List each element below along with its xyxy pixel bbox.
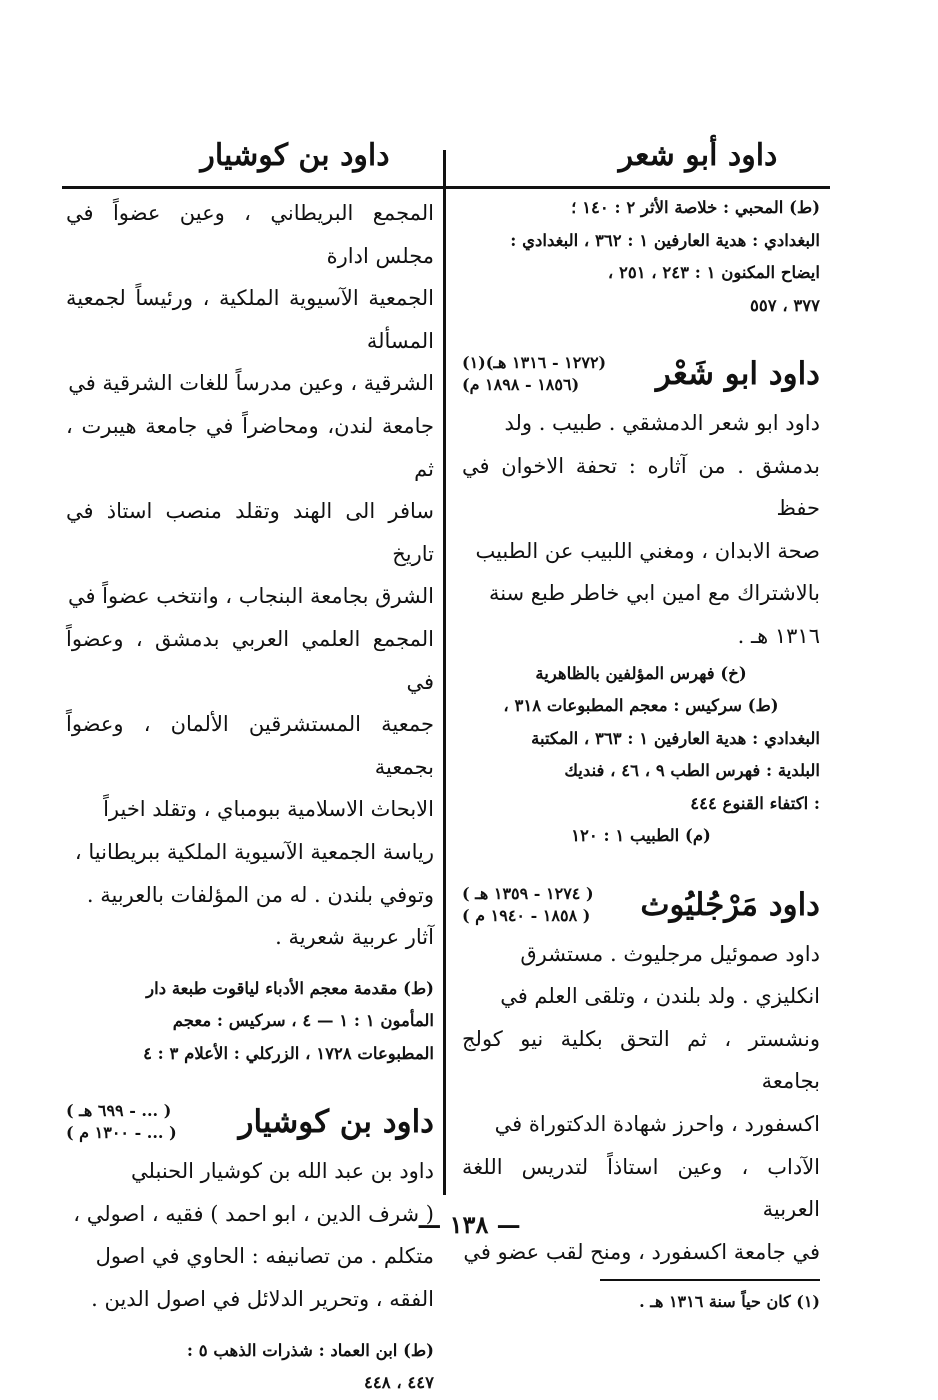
entry-body-line: بدمشق . من آثاره : تحفة الاخوان في حفظ [462,453,820,521]
hijri-dates: ( ١٢٧٤ - ١٣٥٩ هـ ) [462,883,594,903]
reference-line: البغدادي : هدية العارفين ١ : ٣٦٣ ، المكتبة [531,728,820,748]
entry-body-line: المجمع العلمي العربي بدمشق ، وعضواً في [66,626,434,694]
entry-body-line: ١٣١٦ هـ . [737,623,820,648]
entry-body-line: ونشستر ، ثم التحق بكلية نيو كولج بجامعة [462,1026,820,1094]
header-rule [62,186,830,189]
entry-body-line: داود ابو شعر الدمشقي . طبيب . ولد [504,411,820,435]
entry-body-line: ( شرف الدين ، ابو احمد ) فقيه ، اصولي ، [73,1201,434,1226]
reference-line: ايضاح المكنون ١ : ٢٤٣ ، ٢٥١ ، [607,263,820,282]
running-head-right: داود أبو شعر [618,138,778,173]
reference-line: (ط) سركيس : معجم المطبوعات ٣١٨ ، [503,696,779,716]
entry-dates [66,1100,177,1144]
gregorian-dates: (١٨٥٦ - ١٨٩٨ م) [462,375,580,394]
reference-line: ٤٤٧ ، ٤٤٨ [363,1373,434,1393]
reference-line: (ط) ابن العماد : شذرات الذهب ٥ : [186,1340,434,1360]
entry-body-line: متكلم . من تصانيفه : الحاوي في اصول [95,1244,434,1269]
gregorian-dates: ( ... - ١٣٠٠ م ) [66,1123,177,1143]
hijri-dates: (١٢٧٢ - ١٣١٦ هـ)(١) [462,353,607,372]
column-divider [443,150,446,1195]
entry-heading [462,883,820,927]
reference-line: المأمون ١ : ١ — ٤ ، سركيس : معجم [172,1011,434,1031]
continued-references [66,973,434,1071]
entry-body-line: المجمع البريطاني ، وعين عضواً في مجلس ادارة [66,201,434,268]
page-number: — ١٣٨ — [417,1210,521,1239]
continued-references [462,192,820,322]
entry-body-line: صحة الابدان ، ومغني اللبيب عن الطبيب [475,538,820,563]
entry-body-line: الجمعية الآسيوية الملكية ، ورئيساً لجمعية المسألة [66,286,434,353]
reference-line: المطبوعات ١٧٢٨ ، الزركلي : الأعلام ٣ : ٤ [143,1043,434,1063]
reference-line: (م) الطبيب ١ : ١٢٠ [571,826,711,846]
entry-body-line: وتوفي بلندن . له من المؤلفات بالعربية . [86,882,434,907]
reference-line: البغدادي : هدية العارفين ١ : ٣٦٢ ، البغدادي : [510,230,820,250]
reference-line: ٣٧٧ ، ٥٥٧ [749,295,820,315]
reference-line: : اكتفاء القنوع ٤٤٤ [690,793,820,813]
entry-body-line: اكسفورد ، واحرز شهادة الدكتوراة في [494,1111,820,1136]
entry-body-line: سافر الى الهند وتقلد منصب استاذ في تاريخ [66,499,434,566]
reference-line: (ط) المحبي : خلاصة الأثر ٢ : ١٤٠ ؛ [571,198,820,217]
entry-name: داود مَرْجُليُوث [640,886,820,923]
entry-body-line: الآداب ، وعين استاذاً لتدريس اللغة العربية [462,1154,820,1222]
entry-body-line: بالاشتراك مع امين ابي خاطر طبع سنة [488,581,820,606]
entry-dates [462,352,606,396]
entry-body-line: في جامعة اكسفورد ، ومنح لقب عضو في [463,1239,820,1264]
entry-name: داود بن كوشيار [238,1104,434,1141]
entry-body-line: الفقه ، وتحرير الدلائل في اصول الدين . [91,1286,434,1311]
gregorian-dates: ( ١٨٥٨ - ١٩٤٠ م ) [462,905,591,925]
entry-body-line: انكليزي . ولد بلندن ، وتلقى العلم في [500,984,820,1009]
entry-body-line: داود صموئيل مرجليوث . مستشرق [520,941,820,966]
hijri-dates: ( ... - ٦٩٩ هـ ) [66,1101,172,1121]
entry-body-line: الشرقية ، وعين مدرساً للغات الشرقية في [68,371,434,396]
entry-heading [66,1100,434,1144]
entry-body-line: جمعية المستشرقين الألمان ، وعضواً بجمعية [66,712,434,779]
running-head-left: داود بن كوشيار [200,138,390,173]
entry-body-line: آثار عربية شعرية . [275,925,434,950]
entry-body-line: جامعة لندن، ومحاضراً في جامعة هيبرت ، ثم [66,413,434,481]
entry-dawud-abu-shar [462,352,820,853]
footnote: (١) كان حياً سنة ١٣١٦ هـ . [639,1292,820,1312]
entry-heading [462,352,820,396]
reference-line: البلدية : فهرس الطب ٩ ، ٤٦ ، فنديك [564,761,820,781]
footnote-rule [600,1279,820,1281]
entry-dates [462,883,594,927]
reference-line: (خ) فهرس المؤلفين بالظاهرية [535,663,747,683]
entry-dawud-ibn-kushyar [66,1100,434,1399]
continued-entry-body [66,192,434,959]
entry-body-line: الابحاث الاسلامية ببومباي ، وتقلد اخيراً [103,797,434,822]
entry-body-line: الشرق بجامعة البنجاب ، وانتخب عضواً في [67,584,434,609]
entry-body-line: داود بن عبد الله بن كوشيار الحنبلي [131,1159,434,1184]
reference-line: (ط) مقدمة معجم الأدباء لياقوت طبعة دار [146,978,434,998]
entry-name: داود ابو شَعْر [655,356,820,392]
left-column [66,192,434,1393]
entry-body-line: رياسة الجمعية الآسيوية الملكية ببريطانيا ، [74,839,434,864]
